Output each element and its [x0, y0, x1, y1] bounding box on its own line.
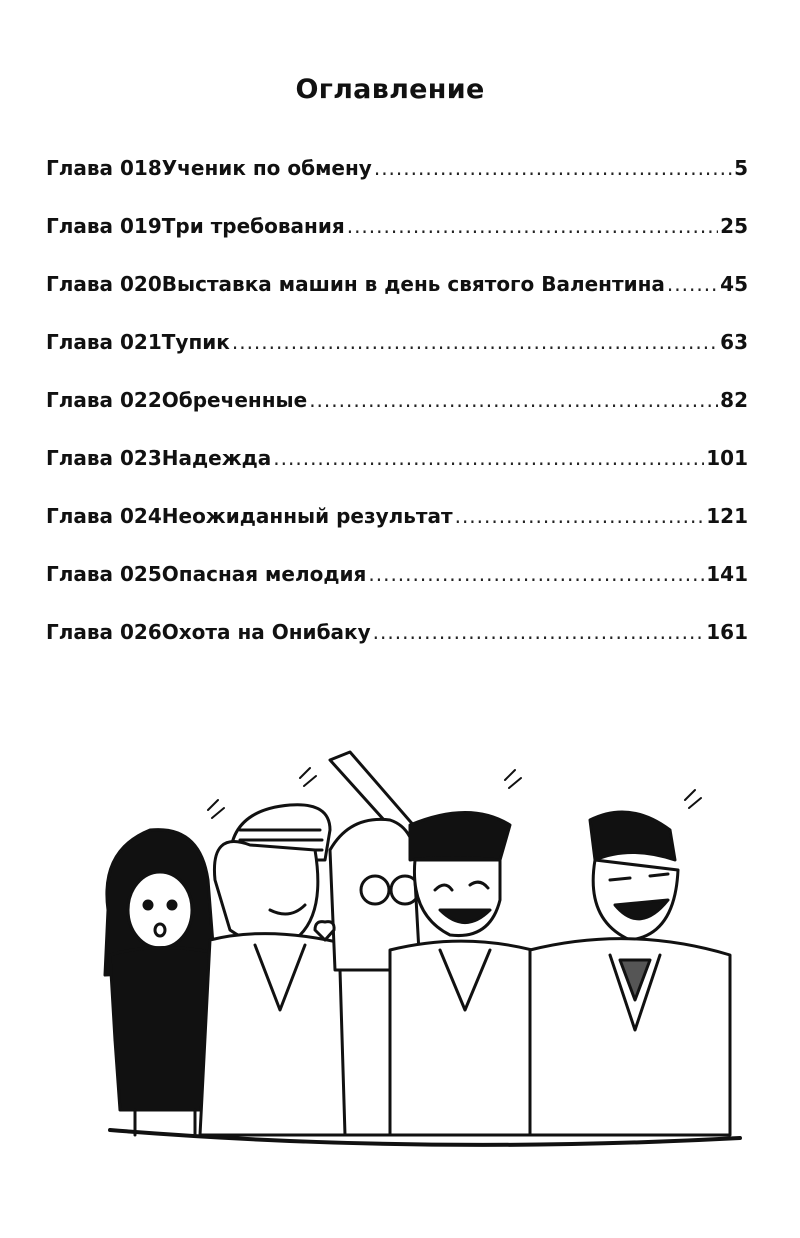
dot-leader — [232, 322, 718, 362]
chapter-number: Глава 022 — [46, 388, 162, 412]
chapter-number: Глава 025 — [46, 562, 162, 586]
page-number: 101 — [706, 446, 748, 470]
page-number: 45 — [720, 272, 748, 296]
chapter-title: Выставка машин в день святого Валентина — [161, 272, 665, 296]
chapter-number: Глава 024 — [46, 504, 162, 528]
manga-characters-group-illustration — [90, 740, 750, 1160]
toc-entry[interactable] — [46, 612, 748, 670]
chapter-title: Опасная мелодия — [161, 562, 367, 586]
dot-leader — [373, 612, 705, 652]
dot-leader — [309, 380, 718, 420]
page-number: 121 — [706, 504, 748, 528]
toc-entry[interactable] — [46, 554, 748, 612]
dot-leader — [347, 206, 718, 246]
chapter-number: Глава 021 — [46, 330, 162, 354]
toc-entry[interactable] — [46, 496, 748, 554]
dot-leader — [455, 496, 705, 536]
page-number: 141 — [706, 562, 748, 586]
toc-entry[interactable] — [46, 148, 748, 206]
page-number: 161 — [706, 620, 748, 644]
chapter-title: Ученик по обмену — [161, 156, 372, 180]
chapter-number: Глава 018 — [46, 156, 162, 180]
chapter-title: Три требования — [161, 214, 345, 238]
toc-entry[interactable] — [46, 264, 748, 322]
page-number: 25 — [720, 214, 748, 238]
dot-leader — [667, 264, 718, 304]
dot-leader — [273, 438, 704, 478]
chapter-number: Глава 023 — [46, 446, 162, 470]
chapter-number: Глава 026 — [46, 620, 162, 644]
page-number: 5 — [734, 156, 748, 180]
page-number: 82 — [720, 388, 748, 412]
chapter-number: Глава 019 — [46, 214, 162, 238]
toc-entry[interactable] — [46, 206, 748, 264]
page-number: 63 — [720, 330, 748, 354]
table-of-contents — [46, 148, 748, 670]
chapter-title: Неожиданный результат — [161, 504, 453, 528]
chapter-number: Глава 020 — [46, 272, 162, 296]
chapter-title: Тупик — [161, 330, 230, 354]
toc-entry[interactable] — [46, 322, 748, 380]
page-title: Оглавление — [295, 74, 485, 105]
dot-leader — [374, 148, 732, 188]
toc-entry[interactable] — [46, 380, 748, 438]
toc-entry[interactable] — [46, 438, 748, 496]
chapter-title: Обреченные — [161, 388, 308, 412]
chapter-title: Надежда — [161, 446, 272, 470]
dot-leader — [368, 554, 704, 594]
chapter-title: Охота на Онибаку — [161, 620, 371, 644]
